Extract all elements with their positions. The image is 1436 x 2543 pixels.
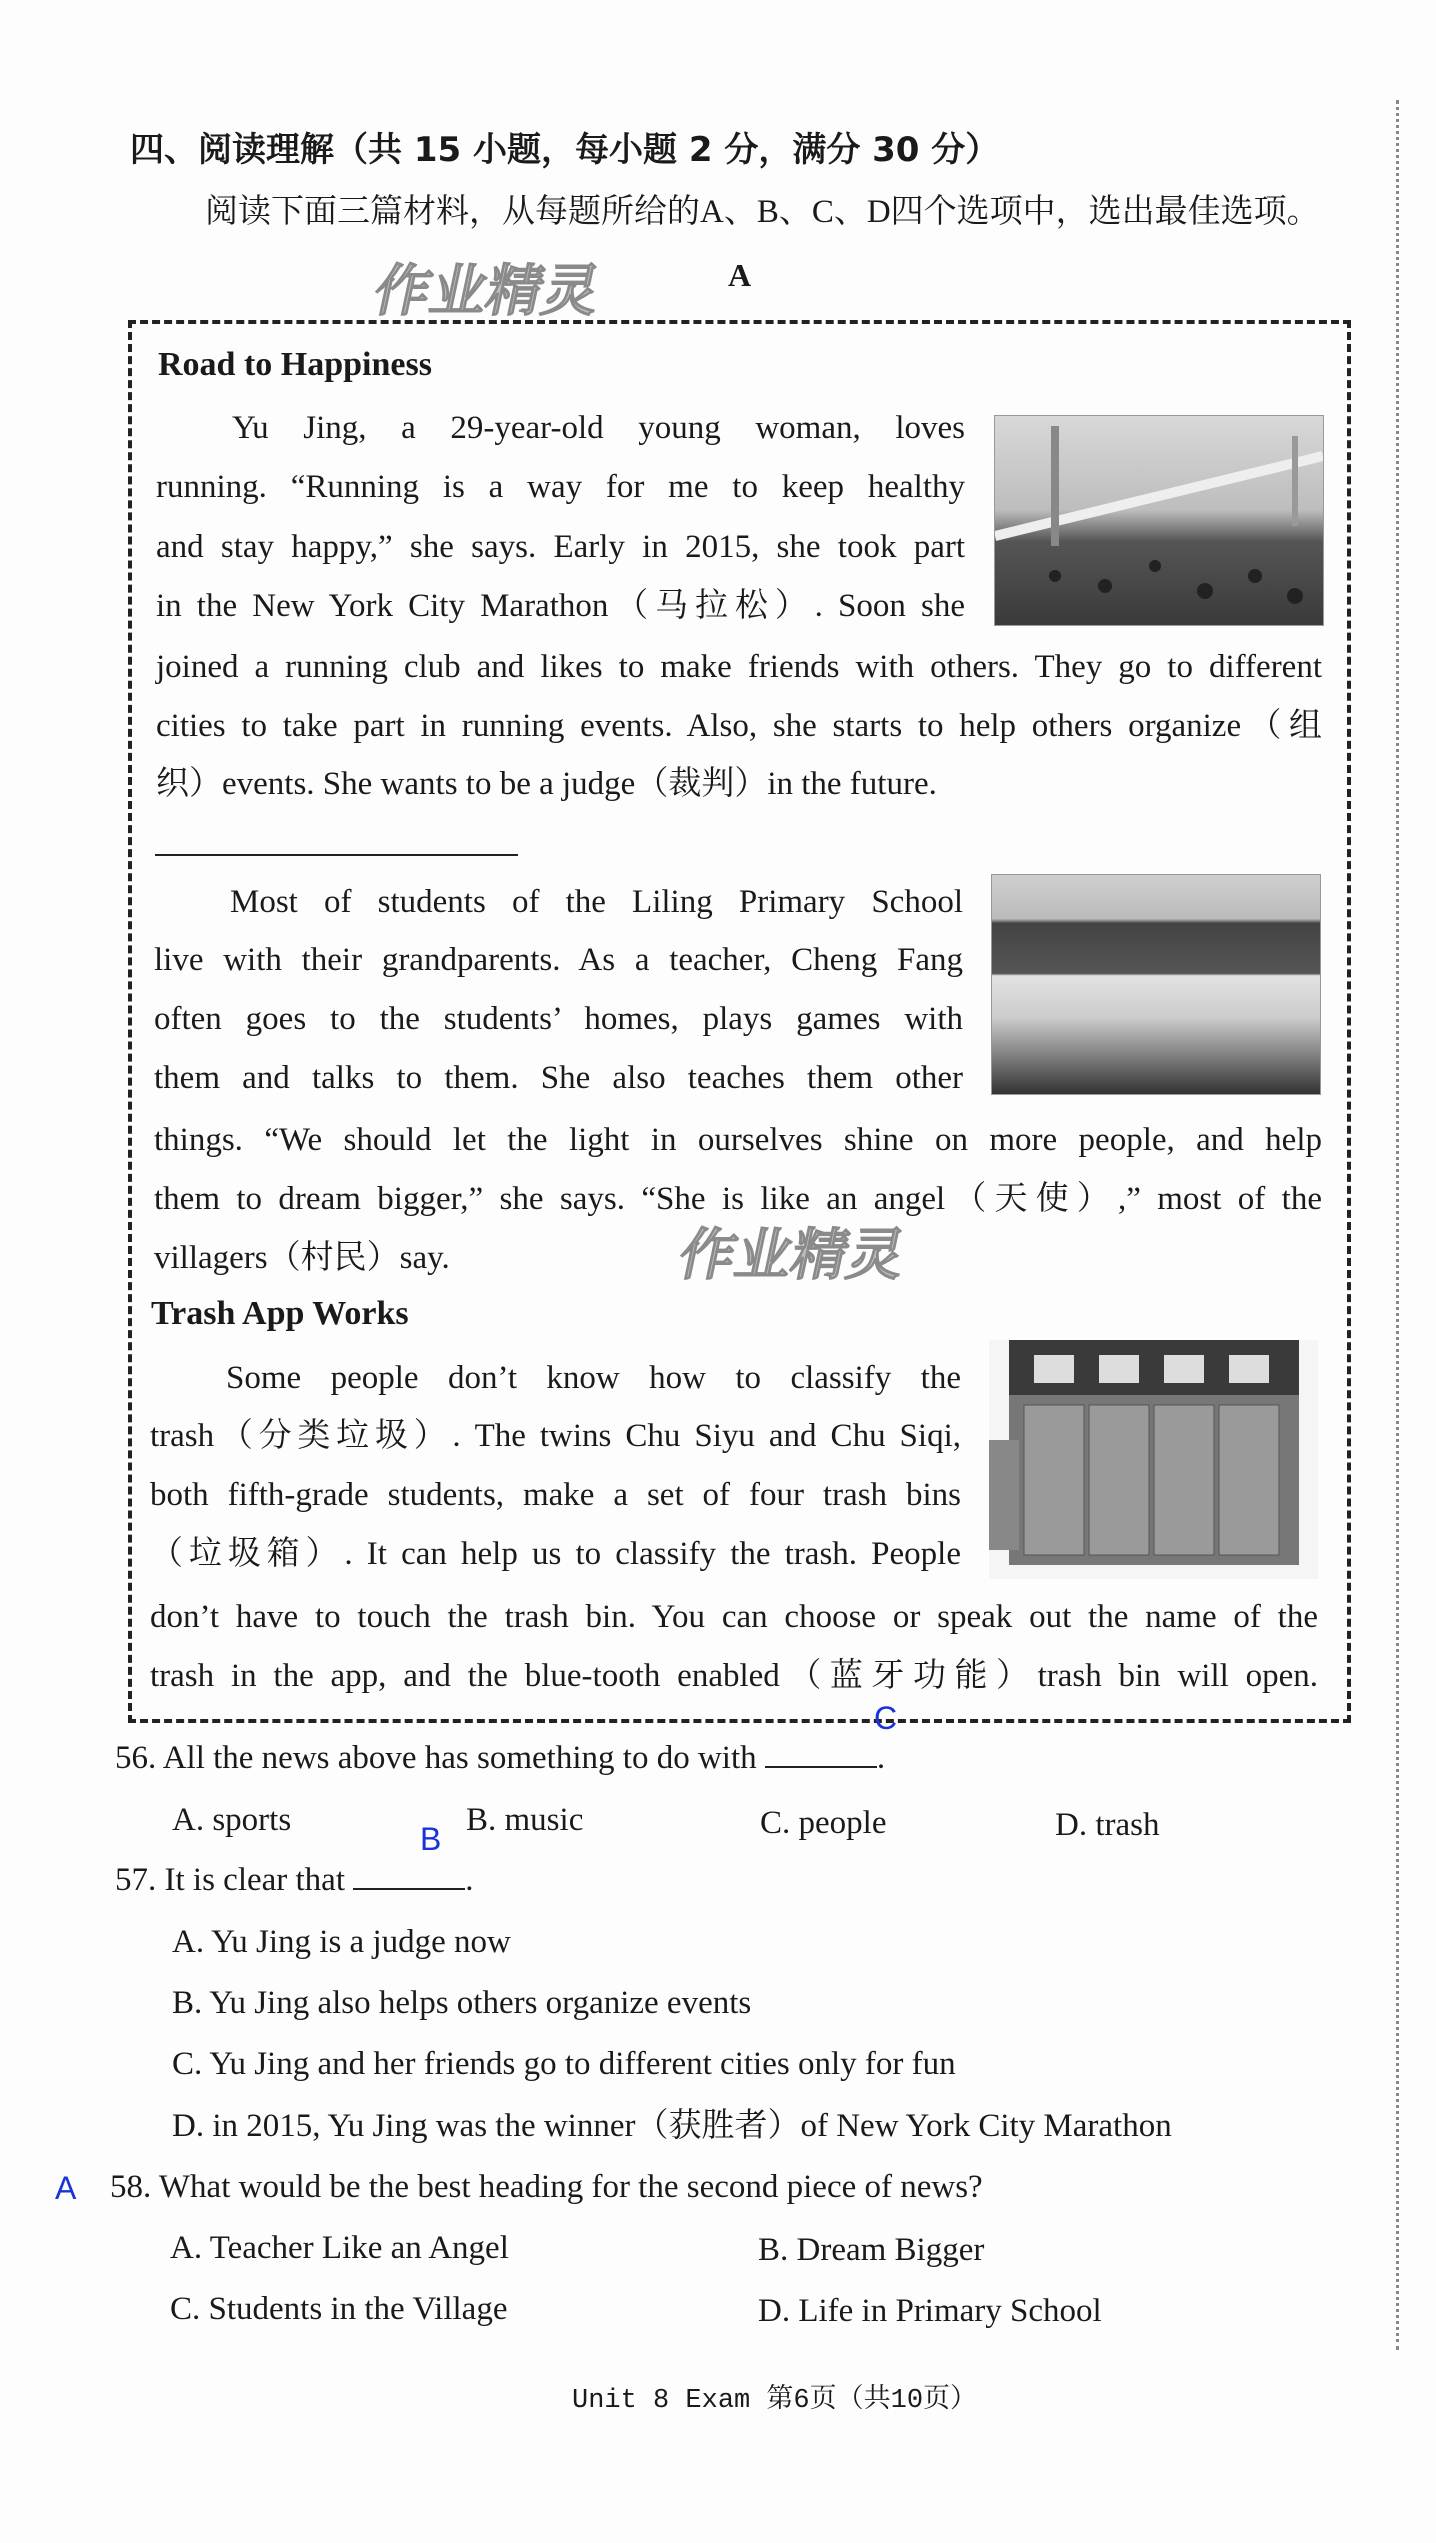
option[interactable]: D. in 2015, Yu Jing was the winner（获胜者）of New York City Marathon [172, 2108, 1172, 2144]
bridge-illustration [995, 416, 1323, 625]
option[interactable]: D. Life in Primary School [758, 2293, 1102, 2329]
handwritten-answer: C [874, 1700, 898, 1736]
text-line: Most of students of the Liling Primary School [230, 884, 963, 920]
story-title: Road to Happiness [158, 346, 432, 383]
text-line: things. “We should let the light in ourselves shine on more people, and help [154, 1122, 1322, 1158]
trash-bins-photo [989, 1340, 1318, 1579]
binding-edge-line [1396, 100, 1399, 2350]
question-stem: All the news above has something to do with [162, 1740, 757, 1776]
question-56: 56. All the news above has something to do with . [115, 1740, 886, 1776]
question-57: 57. It is clear that . [115, 1862, 474, 1898]
option[interactable]: A. Teacher Like an Angel [170, 2230, 509, 2266]
text-line: Yu Jing, a 29-year-old young woman, loves [232, 410, 965, 446]
text-line: 织）events. She wants to be a judge（裁判）in the future. [156, 766, 937, 802]
option[interactable]: B. Dream Bigger [758, 2232, 985, 2268]
text-line: trash（分类垃圾）. The twins Chu Siyu and Chu Siqi, [150, 1418, 961, 1454]
option[interactable]: A. sports [172, 1802, 292, 1838]
question-stem: What would be the best heading for the second piece of news? [158, 2169, 983, 2205]
question-58 [110, 2167, 983, 2207]
classroom-photo [991, 874, 1321, 1095]
passage-label: A [728, 257, 752, 293]
option[interactable]: B. music [466, 1802, 584, 1838]
text-line: them and talks to them. She also teaches them other [154, 1060, 963, 1096]
option[interactable]: D. trash [1055, 1807, 1160, 1843]
marathon-photo [994, 415, 1324, 626]
story-divider [155, 854, 518, 856]
text-line: villagers（村民）say. [154, 1240, 450, 1276]
handwritten-answer: B [420, 1821, 442, 1857]
question-number: 57. [115, 1862, 157, 1898]
watermark: 作业精灵 [368, 259, 607, 324]
text-line: don’t have to touch the trash bin. You can choose or speak out the name of the [150, 1599, 1318, 1635]
handwritten-answer: A [55, 2170, 77, 2206]
text-line: Some people don’t know how to classify the [226, 1360, 961, 1396]
section-instruction: 阅读下面三篇材料，从每题所给的A、B、C、D四个选项中，选出最佳选项。 [205, 194, 1320, 230]
story-title: Trash App Works [151, 1295, 409, 1332]
option[interactable]: C. Yu Jing and her friends go to different cities only for fun [172, 2046, 956, 2082]
text-line: and stay happy,” she says. Early in 2015, she took part [156, 529, 965, 565]
question-number: 56. [115, 1740, 157, 1776]
trash-bins-illustration [989, 1340, 1318, 1579]
option[interactable]: A. Yu Jing is a judge now [172, 1924, 511, 1960]
section-heading: 四、阅读理解（共 15 小题，每小题 2 分，满分 30 分） [130, 130, 1000, 170]
option[interactable]: C. Students in the Village [170, 2291, 508, 2327]
page-footer: Unit 8 Exam 第6页（共10页） [572, 2386, 978, 2416]
text-line: live with their grandparents. As a teacher, Cheng Fang [154, 942, 963, 978]
answer-blank[interactable] [765, 1740, 877, 1768]
text-line: often goes to the students’ homes, plays games with [154, 1001, 963, 1037]
text-line: running. “Running is a way for me to keep healthy [156, 469, 965, 505]
text-line: in the New York City Marathon（马拉松）. Soon she [156, 588, 965, 624]
question-number: 58. [110, 2169, 152, 2205]
option[interactable]: C. people [760, 1805, 887, 1841]
watermark: 作业精灵 [673, 1223, 912, 1288]
option[interactable]: B. Yu Jing also helps others organize events [172, 1985, 752, 2021]
text-line: both fifth-grade students, make a set of four trash bins [150, 1477, 961, 1513]
text-line: （垃圾箱）. It can help us to classify the trash. People [150, 1536, 961, 1572]
text-line: joined a running club and likes to make friends with others. They go to different [156, 649, 1322, 685]
answer-blank[interactable] [353, 1862, 465, 1890]
text-line: trash in the app, and the blue-tooth enabled（蓝牙功能）trash bin will open. [150, 1658, 1318, 1694]
question-stem: It is clear that [164, 1862, 346, 1898]
text-line: cities to take part in running events. Also, she starts to help others organize（组 [156, 708, 1322, 744]
text-line: them to dream bigger,” she says. “She is like an angel（天使）,” most of the [154, 1181, 1322, 1217]
